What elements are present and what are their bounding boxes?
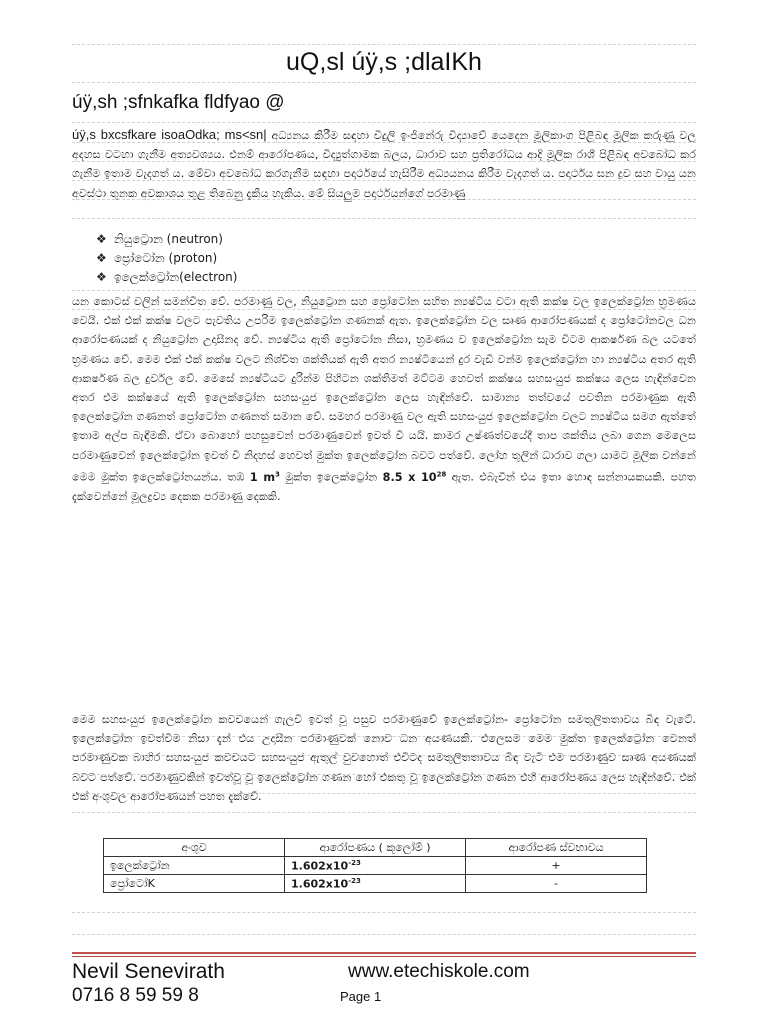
list-item xyxy=(96,230,237,249)
intro-paragraph xyxy=(72,125,696,203)
page-title: uQ,sl úÿ,s ;dlaIKh xyxy=(286,48,482,76)
body-paragraph: මෙම සහසංයුජ ඉලෙක්ට්‍රෝන කවචයෙන් ගැලවී ඉවත් වූ පසුව පරමාණුවේ ඉලෙක්ට්‍රෝන- ප්‍රෝටෝන සමතුලිතතාවය බිඳ වැටේ. ඉලෙක්ට්‍රෝන ඉවත්වීම නිසා දැන් එය උදාසීන පරමාණුවක් නොව ධන අයණයකි. එලෙසම මෙම මුක්ත ඉලෙක්ට්‍රෝන වෙනත් පරමාණුවක බාහිර සහසංයුජ කවචයට සහසංයුජ ඇතුල් වුවහොත් එවිටද සමතුලිතතාවය බිඳ වැටී එම පරමාණුව සෘණ අයණයක් බවට පත්වේ. පරමාණුවකින් ඉවත්වූ වූ ඉලෙක්ට්‍රෝන ගණන හෝ එකතු වූ ඉලෙක්ට්‍රෝන ගණන එහි ආරෝපණය ලෙස හැඳින්වේ. එක් එක් අංශුවල ආරෝපණයන් පහත දැක්වේ. xyxy=(72,713,696,803)
table-row xyxy=(104,875,647,893)
page-number: Page 1 xyxy=(340,989,382,1004)
table-header-row xyxy=(104,839,647,857)
particle-name: ඉලෙක්ට්‍රෝන xyxy=(104,857,285,875)
author-phone: 0716 8 59 59 8 xyxy=(72,985,199,1006)
list-item xyxy=(96,268,237,287)
intro-lead: úÿ,s bxcsfkare isoaOdka; ms<sn| xyxy=(72,127,267,142)
divider xyxy=(72,934,696,935)
body-text: මුක්ත ඉලෙක්ට්‍රෝන xyxy=(279,470,383,484)
charge-sign: - xyxy=(466,875,647,893)
list-item-label: ප්‍රෝටෝන (proton) xyxy=(114,251,218,265)
divider xyxy=(72,290,696,291)
divider xyxy=(72,218,696,219)
charge-table xyxy=(103,838,647,893)
body-text: යන කොටස් වලින් සමන්විත වේ. පරමාණු වල, නියුට්‍රොන සහ ප්‍රෝටෝන සහිත න්‍යෂ්ටිය වටා ඇති කක්ෂ වල ඉලෙක්ට්‍රෝන භ්‍රමණය වෙයි. එක් එක් කක්ෂ වලට පැවතිය උපරිම ඉලෙක්ට්‍රෝන ගණනක් ඇත. ඉලෙක්ට්‍රෝන වල සෘණ ආරෝපණයක් ද ප්‍රෝටෝනවල ධන ආරෝපණයක් ද නියුට්‍රෝන උදාසීනද වේ. න්‍යෂ්ටිය ඇති ප්‍රෝටෝන නිසා, භ්‍රමණය ව ඉලෙක්ට්‍රෝන සැම විටම ආකර්ෂණ බල යටතේ භ්‍රමණය වේ. මෙම එක් එක් කක්ෂ වලට නිශ්චිත ශක්තියක් ඇති අතර න්‍යෂ්ටියෙන් දුර වැඩි වන්ම ඉලෙක්ට්‍රෝන හා න්‍යෂ්ටිය අතර ඇති ආකර්ෂණ බල දුර්වල වේ. මෙසේ න්‍යෂ්ටියට දුරින්ම පිහිටන ශක්තිමත් මට්ටම හෙවත් කක්ෂය සහසංයුජ කක්ෂය ලෙස හැඳින්වෙන අතර එම කක්ෂයේ ඇති ඉලෙක්ට්‍රෝන සහසංයුජ ඉලෙක්ට්‍රෝන ලෙස හැඳින්වේ. සාමාන්‍ය තත්වයේ පවතින පරමාණුක ඇති ඉලෙක්ට්‍රෝන ගණනත් ප්‍රෝටෝන ගණනත් සමාන වේ. සමහර පරමාණු වල ඇති සහසංයුජ ඉලෙක්ට්‍රෝන වලට න්‍යෂ්ටිය සමග ඇත්තේ ඉතාම අල්ප බැඳීමකි. ඒවා බොහෝ පහසුවෙන් පරමාණුවෙන් ඉවත් වී යයි. කාමර උෂ්ණත්වයේදී තාප ශක්තිය ලබා ගෙන මෙලෙස පරමාණුවෙන් ඉලෙක්ට්‍රෝන ඉවත් වී නිදහස් හෙවත් මුක්ත ඉලෙක්ට්‍රෝන බවට පත්වේ. ලෝහ තුලින් ධාරාව ගලා යාමට මූලික වන්නේ මෙම මුක්ත ඉලෙක්ට්‍රෝනයන්ය. තඹ xyxy=(72,295,696,484)
column-header: අංශුව xyxy=(104,839,285,857)
footer-rule xyxy=(72,952,696,954)
diamond-bullet-icon: ❖ xyxy=(96,251,107,265)
particle-name: ප්‍රෝටෝK xyxy=(104,875,285,893)
section-heading: úÿ,sh ;sfnkafka fldfyao @ xyxy=(72,92,285,113)
charge-value: $1.602x10^{-23}$ xyxy=(285,875,466,893)
body-text: ඇත. එබැවින් එය ඉතා හොඳ සන්නායකයකි. පහත දැක්වෙන්නේ මූලද්‍රව්‍ය දෙකක පරමාණු දෙකකි. xyxy=(72,470,696,503)
website-link[interactable]: www.etechiskole.com xyxy=(348,961,530,982)
body-paragraph xyxy=(72,292,696,506)
divider xyxy=(72,82,696,83)
divider xyxy=(72,122,696,123)
diamond-bullet-icon: ❖ xyxy=(96,270,107,284)
footer-rule xyxy=(72,956,696,957)
list-item-label: ඉලෙක්ට්‍රෝන(electron) xyxy=(114,270,238,284)
list-item-label: නියුට්‍රොන (neutron) xyxy=(114,232,223,246)
list-item xyxy=(96,249,237,268)
divider xyxy=(72,44,696,45)
electron-density: 8.5 x $10^{28}$ xyxy=(382,469,447,484)
column-header: ආරෝපණ ස්වභාවය xyxy=(466,839,647,857)
column-header: ආරෝපණය ( කූලෝම් ) xyxy=(285,839,466,857)
divider xyxy=(72,812,696,813)
divider xyxy=(72,912,696,913)
author-name: Nevil Senevirath xyxy=(72,960,225,983)
table-row xyxy=(104,857,647,875)
intro-text: අධ්‍යනය කිරීම සඳහා විදුලි ඉංජිනේරු විද්‍යාවේ යෙදෙන මූලිකාංග පිළිබඳ මූලික කරුණු වල අදහස වටහා ගැනීම අත්‍යවශ්‍යය. එනම් ආරෝපණය, විද්‍යුත්ගාමක බලය, ධාරාව සහ ප්‍රතිරෝධය ආදි මූලික රාශී පිළිබඳ අවබෝධ කර ගැනීම ඉතාම වැදගත් ය. මේවා අවබෝධ කරගැනීම සඳහා පදාර්ථයේ හැසිරීම අධ්‍යයනය කිරීම වැදගත් ය. පදාර්ථය ඝන ද්‍රව සහ වායු යන අවස්ථා තුනක අවකාශය තුළ තිබෙනු දැකිය හැකිය. මේ සියලුම පදාර්ථයන්ගේ පරමාණු xyxy=(72,129,696,200)
charge-value: $1.602x10^{-23}$ xyxy=(285,857,466,875)
particle-list xyxy=(96,230,237,287)
charge-sign: + xyxy=(466,857,647,875)
diamond-bullet-icon: ❖ xyxy=(96,232,107,246)
copper-volume: 1 $m^3$ xyxy=(249,469,280,484)
